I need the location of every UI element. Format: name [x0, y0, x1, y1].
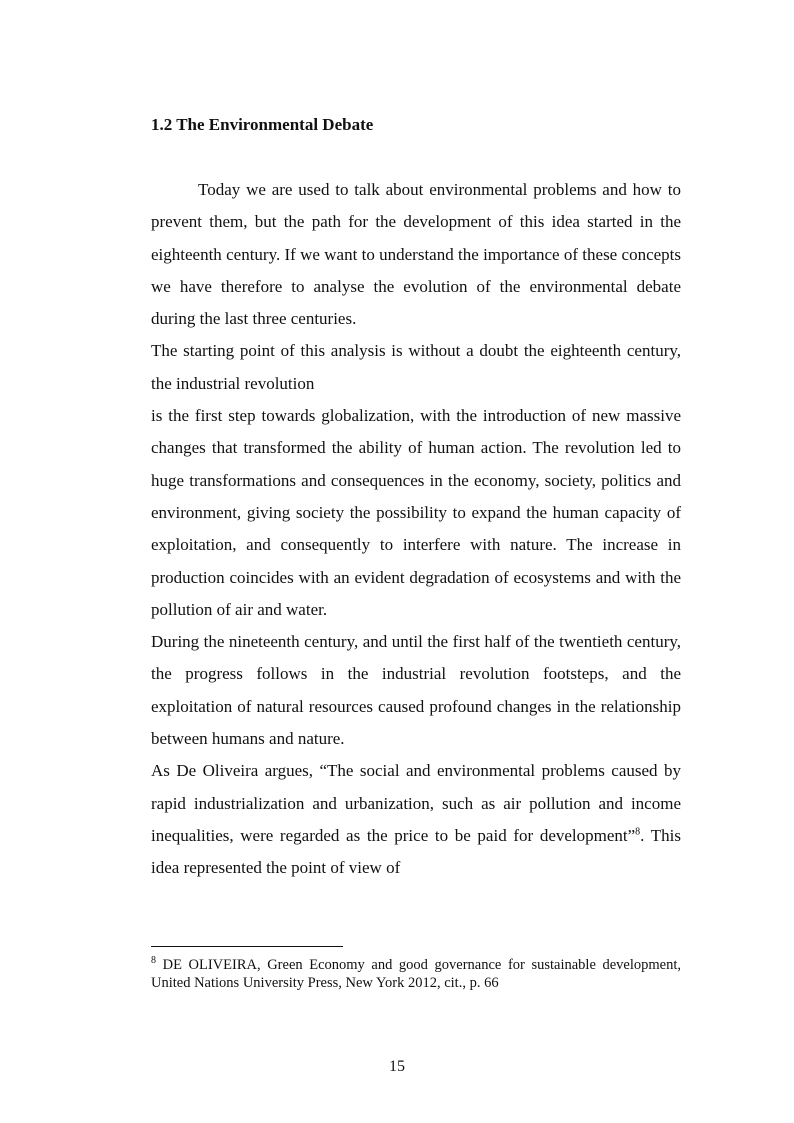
paragraph-5-text: As De Oliveira argues, “The social and environmental problems caused by rapid industrialization and urbanization, such as air pollution and income inequalities, were regarded as the price to be paid for development” [151, 761, 681, 845]
paragraph-2: The starting point of this analysis is without a doubt the eighteenth century, the industrial revolution [151, 341, 681, 393]
footnote-text: DE OLIVEIRA, Green Economy and good governance for sustainable development, United Nations University Press, New York 2012, cit., p. 66 [151, 957, 681, 991]
paragraph-5 [151, 755, 681, 884]
footnote [151, 956, 681, 992]
body-text [151, 174, 681, 885]
paragraph-5-continuation: . This idea represented the point of view of [151, 825, 681, 878]
paragraph-4: During the nineteenth century, and until the first half of the twentieth century, the progress follows in the industrial revolution footsteps, and the exploitation of natural resources caused profound changes in the relationship between humans and nature. [151, 632, 681, 749]
page-number: 15 [389, 1058, 405, 1075]
footnote-marker: 8 [151, 955, 156, 967]
section-heading: 1.2 The Environmental Debate [151, 115, 374, 134]
paragraph-1: Today we are used to talk about environmental problems and how to prevent them, but the path for the development of this idea started in the eighteenth century. If we want to understand the importance of these concepts we have therefore to analyse the evolution of the environmental debate during the last three centuries. [151, 180, 681, 329]
footnote-separator [151, 946, 343, 947]
paragraph-3: is the first step towards globalization, with the introduction of new massive changes that transformed the ability of human action. The revolution led to huge transformations and consequences in the economy, society, politics and environment, giving society the possibility to expand the human capacity of exploitation, and consequently to interfere with nature. The increase in production coincides with an evident degradation of ecosystems and with the pollution of air and water. [151, 406, 681, 619]
footnote-reference: 8 [635, 826, 641, 838]
